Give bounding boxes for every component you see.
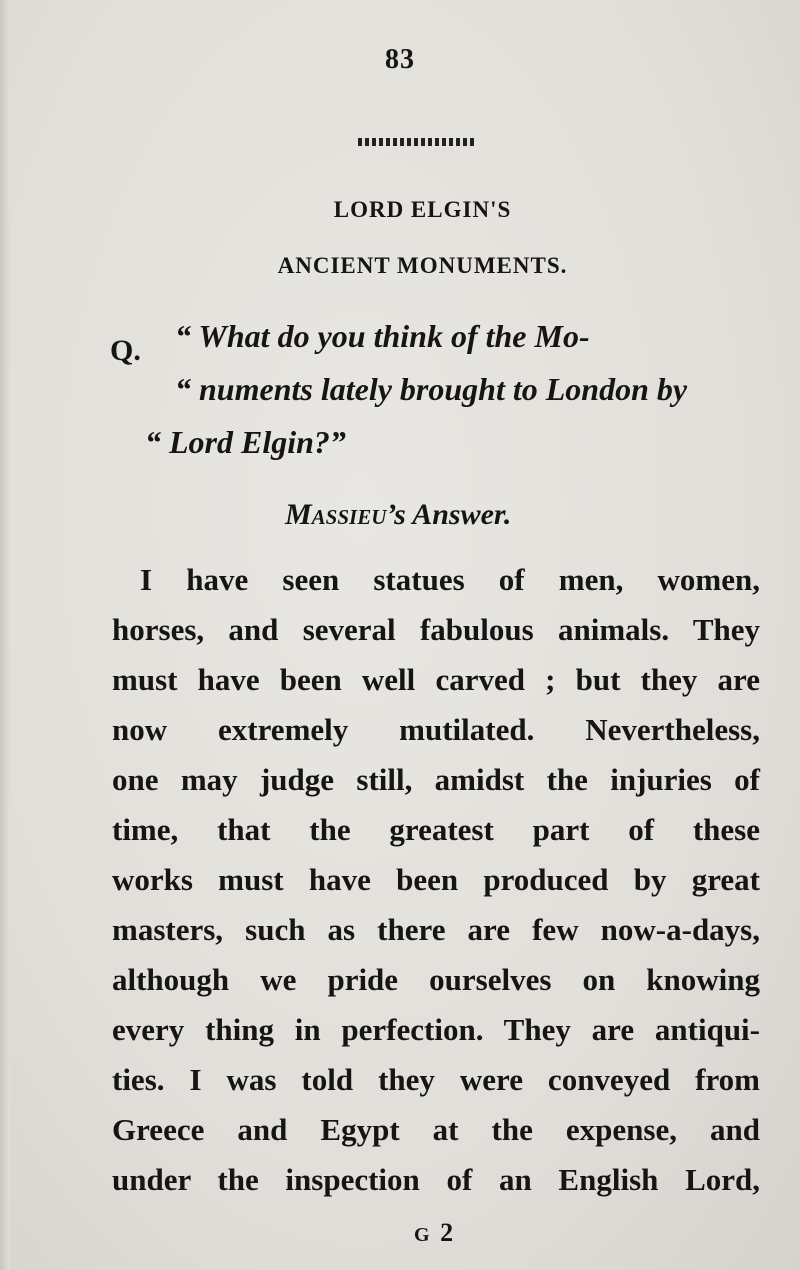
question-line: “ Lord Elgin?” xyxy=(145,424,346,460)
answer-attribution xyxy=(285,498,511,532)
body-line: time, that the greatest part of these xyxy=(112,812,760,847)
attribution-rest: ’s Answer. xyxy=(386,498,512,531)
body-line: works must have been produced by great xyxy=(112,862,760,897)
ornamental-rule xyxy=(358,138,474,146)
section-heading-line-2: ANCIENT MONUMENTS. xyxy=(277,253,568,278)
body-line: every thing in perfection. They are antiqui- xyxy=(112,1012,760,1047)
body-line: Greece and Egypt at the expense, and xyxy=(112,1112,760,1147)
body-line: now extremely mutilated. Nevertheless, xyxy=(112,712,760,747)
signature-number: 2 xyxy=(440,1218,456,1247)
body-line: under the inspection of an English Lord, xyxy=(112,1162,760,1197)
body-line: ties. I was told they were conveyed from xyxy=(112,1062,760,1097)
body-line: masters, such as there are few now-a-days, xyxy=(112,912,760,947)
attribution-name: Massieu xyxy=(285,498,387,531)
body-line: one may judge still, amidst the injuries of xyxy=(112,762,760,797)
body-line: although we pride ourselves on knowing xyxy=(112,962,760,997)
body-line: horses, and several fabulous animals. They xyxy=(112,612,760,647)
body-line: must have been well carved ; but they are xyxy=(112,662,760,697)
signature-mark xyxy=(414,1218,455,1248)
body-line: I have seen statues of men, women, xyxy=(140,562,760,597)
section-heading-line-1: LORD ELGIN'S xyxy=(333,197,512,222)
page-number: 83 xyxy=(385,44,415,75)
signature-letter: G xyxy=(414,1224,432,1246)
page-edge-shadow xyxy=(0,0,10,1270)
question-line: “ What do you think of the Mo- xyxy=(175,318,590,354)
question-label: Q. xyxy=(110,334,141,367)
question-line: “ numents lately brought to London by xyxy=(175,371,688,407)
